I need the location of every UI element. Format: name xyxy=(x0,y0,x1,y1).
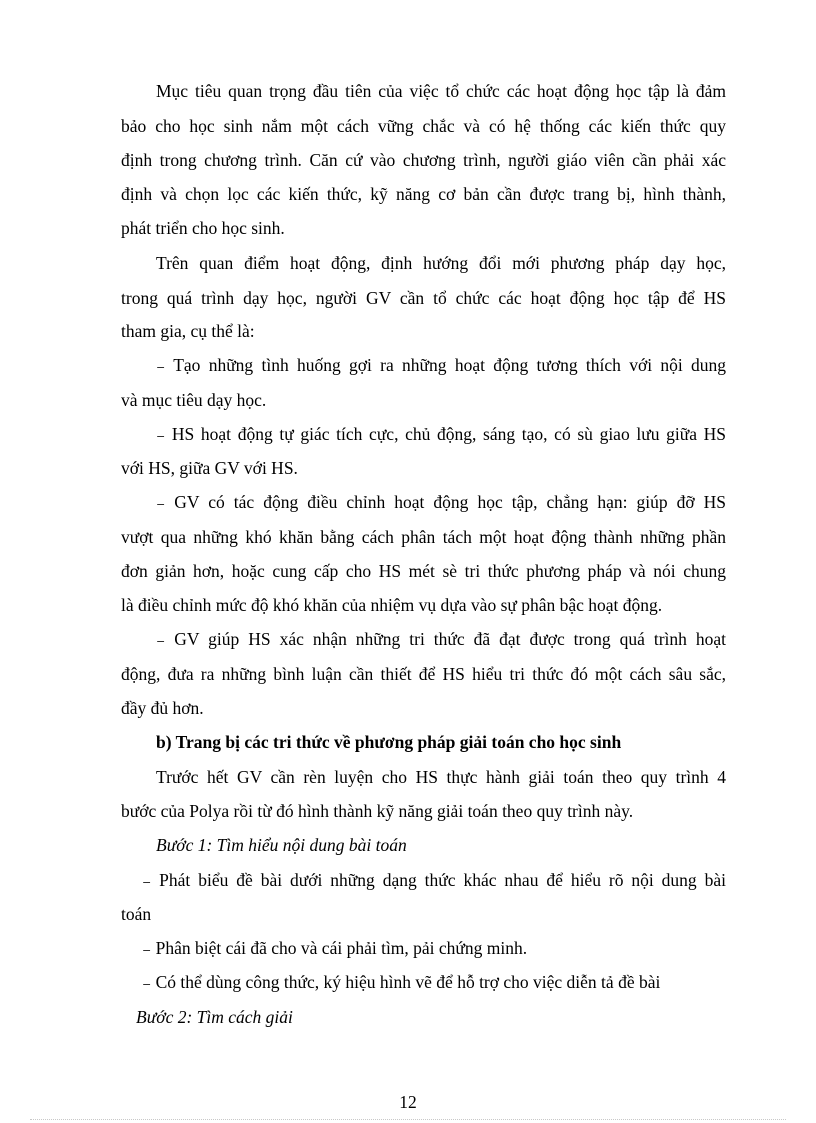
bullet-1-line-1: ₋ Tạo những tình huống gợi ra những hoạt động tương thích với nội dung xyxy=(156,355,726,375)
bullet-3-line-1: ₋ GV có tác động điều chỉnh hoạt động học tập, chẳng hạn: giúp đỡ HS xyxy=(156,492,726,512)
bullet-3-line-3: đơn giản hơn, hoặc cung cấp cho HS mét sè tri thức phương pháp và nói chung xyxy=(121,561,726,581)
bullet-4-line-2: động, đưa ra những bình luận cần thiết để HS hiểu tri thức đó một cách sâu sắc, xyxy=(121,664,726,684)
paragraph-2-line-1: Trên quan điểm hoạt động, định hướng đổi mới phương pháp dạy học, xyxy=(156,253,726,273)
step-1-heading: Bước 1: Tìm hiểu nội dung bài toán xyxy=(156,835,407,855)
bullet-4-line-1: ₋ GV giúp HS xác nhận những tri thức đã đạt được trong quá trình hoạt xyxy=(156,629,726,649)
bullet-3-line-4: là điều chỉnh mức độ khó khăn của nhiệm vụ dựa vào sự phân bậc hoạt động. xyxy=(121,595,663,615)
bullet-3-line-2: vượt qua những khó khăn bằng cách phân tách một hoạt động thành những phần xyxy=(121,527,726,547)
paragraph-1-line-3: định trong chương trình. Căn cứ vào chương trình, người giáo viên cần phải xác xyxy=(121,150,726,170)
paragraph-2-line-2: trong quá trình dạy học, người GV cần tổ chức các hoạt động học tập để HS xyxy=(121,288,726,308)
bullet-2-line-1: ₋ HS hoạt động tự giác tích cực, chủ động, sáng tạo, có sù giao lưu giữa HS xyxy=(156,424,726,444)
paragraph-1-line-2: bảo cho học sinh nắm một cách vững chắc và có hệ thống các kiến thức quy xyxy=(121,116,726,136)
step-2-heading: Bước 2: Tìm cách giải xyxy=(136,1007,293,1027)
bullet-4-line-3: đầy đủ hơn. xyxy=(121,698,204,718)
footer-divider xyxy=(30,1119,786,1120)
page-number: 12 xyxy=(399,1092,417,1112)
paragraph-1-line-5: phát triển cho học sinh. xyxy=(121,218,285,238)
step-1-bullet-3: ₋ Có thể dùng công thức, ký hiệu hình vẽ để hỗ trợ cho việc diễn tả đề bài xyxy=(142,972,661,992)
section-heading: b) Trang bị các tri thức về phương pháp giải toán cho học sinh xyxy=(156,732,622,752)
bullet-1-line-2: và mục tiêu dạy học. xyxy=(121,390,267,410)
step-1-bullet-2: ₋ Phân biệt cái đã cho và cái phải tìm, pải chứng minh. xyxy=(142,938,528,958)
step-1-bullet-1-line-1: ₋ Phát biểu đề bài dưới những dạng thức khác nhau để hiểu rõ nội dung bài xyxy=(142,870,726,890)
polya-paragraph-line-1: Trước hết GV cần rèn luyện cho HS thực hành giải toán theo quy trình 4 xyxy=(156,767,726,787)
polya-paragraph-line-2: bước của Polya rồi từ đó hình thành kỹ năng giải toán theo quy trình này. xyxy=(121,801,634,821)
paragraph-2-line-3: tham gia, cụ thể là: xyxy=(121,321,255,341)
paragraph-1-line-4: định và chọn lọc các kiến thức, kỹ năng cơ bản cần được trang bị, hình thành, xyxy=(121,184,726,204)
step-1-bullet-1-line-2: toán xyxy=(121,904,152,924)
paragraph-1-line-1: Mục tiêu quan trọng đầu tiên của việc tổ chức các hoạt động học tập là đảm xyxy=(156,81,726,101)
bullet-2-line-2: với HS, giữa GV với HS. xyxy=(121,458,298,478)
